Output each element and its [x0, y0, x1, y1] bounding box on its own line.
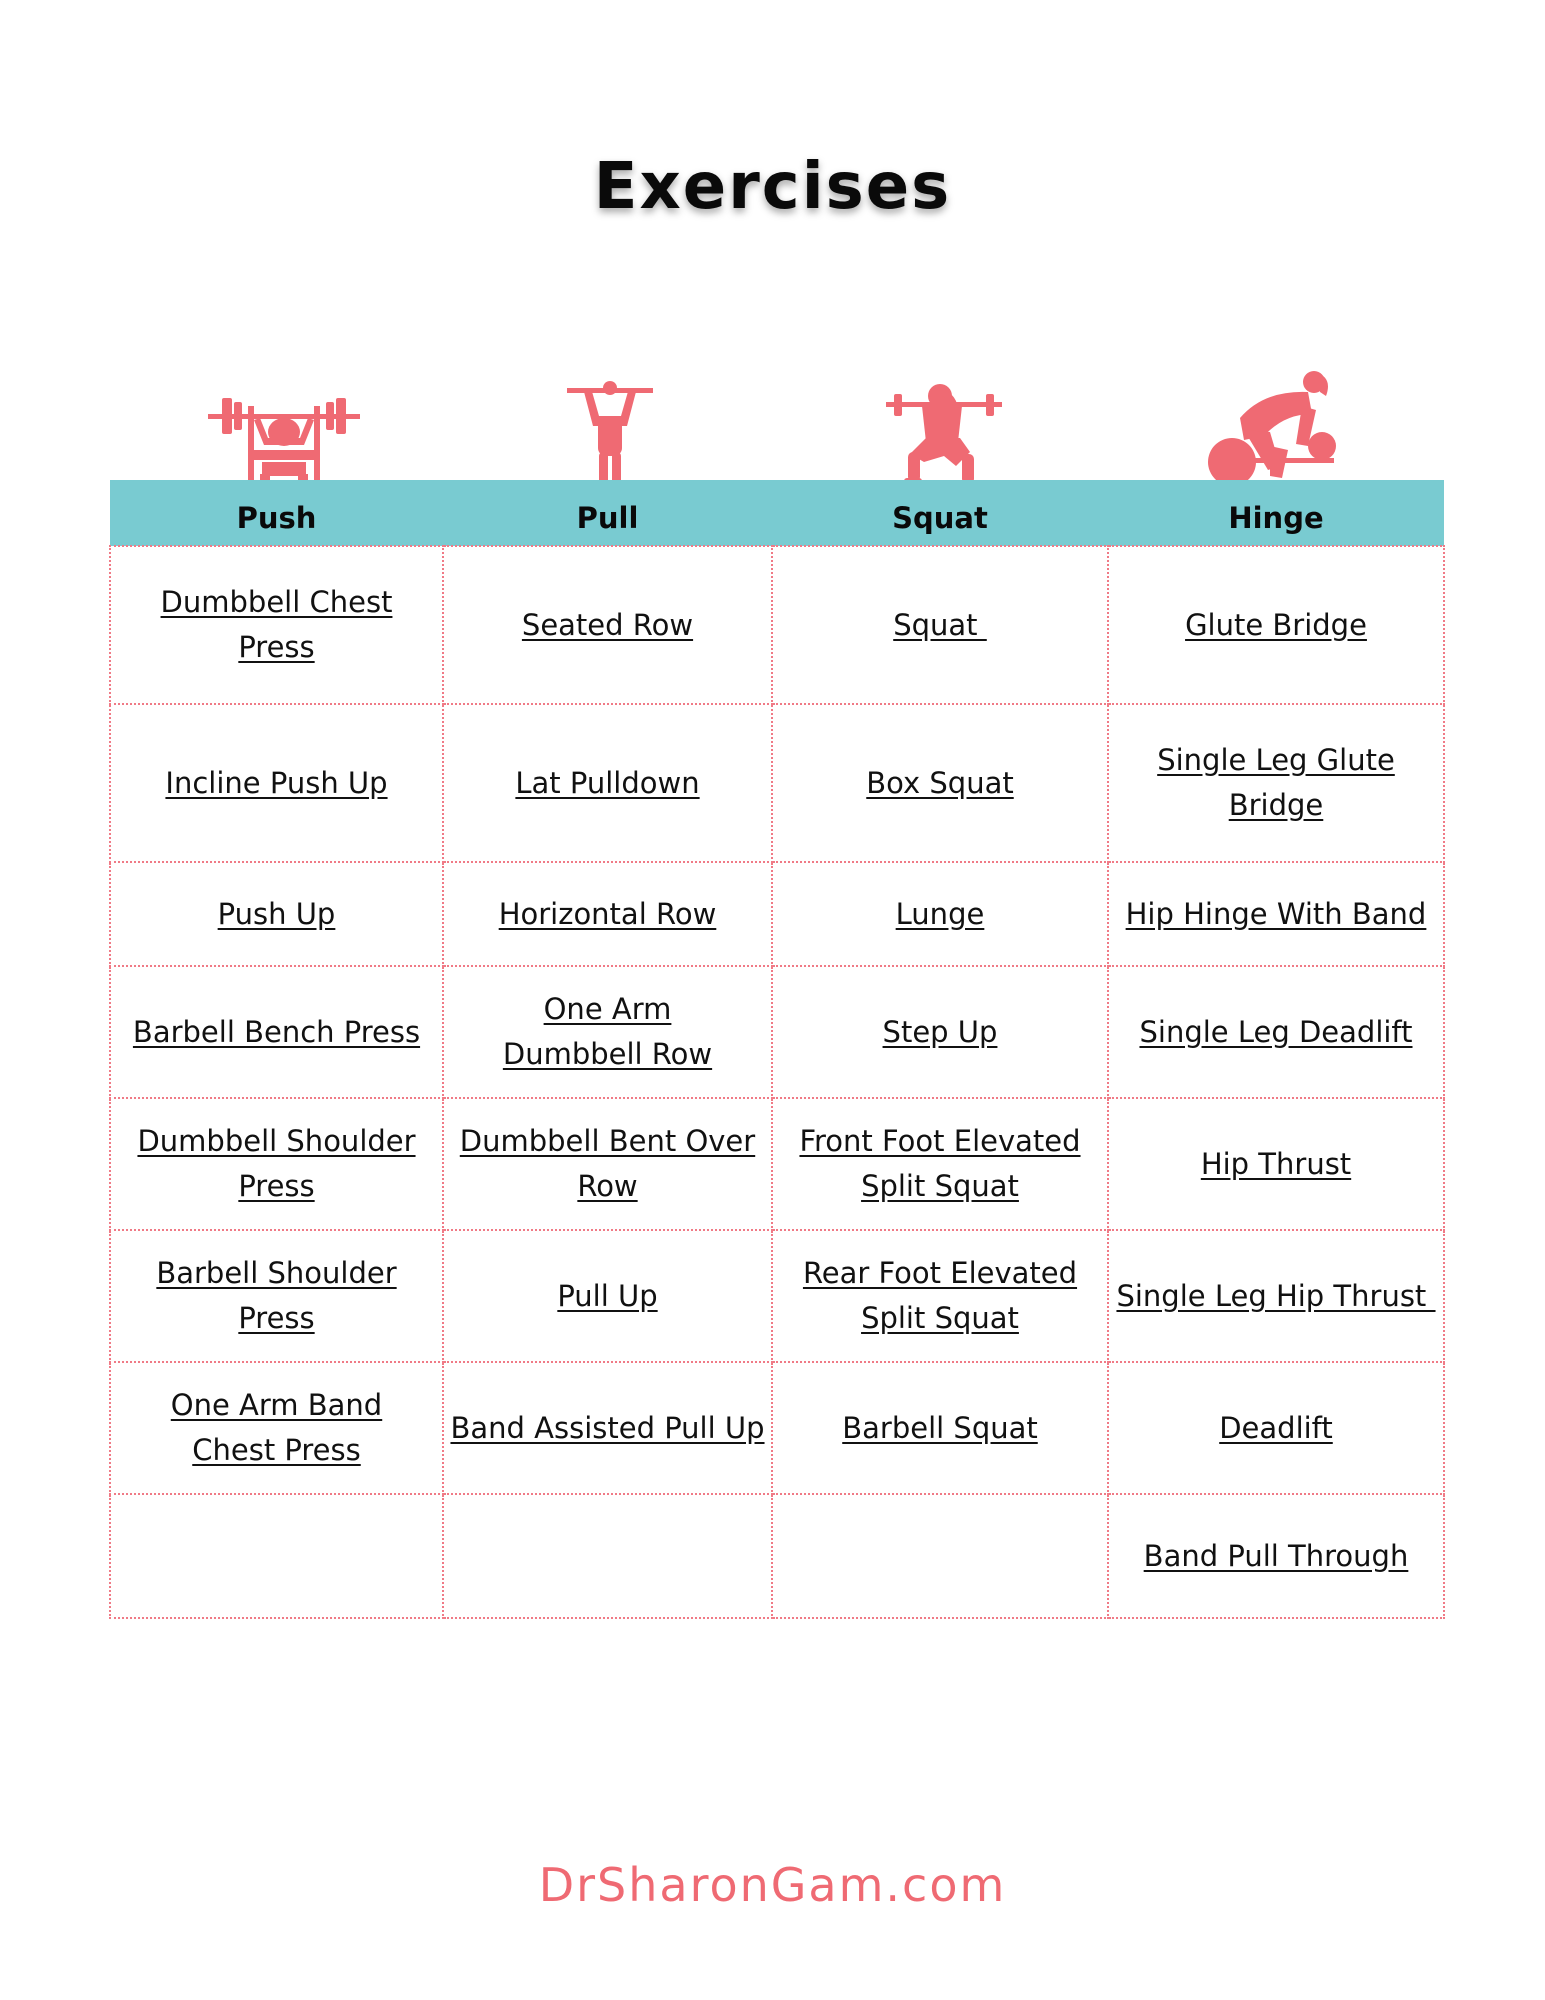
exercise-link[interactable]: Dumbbell Bent Over Row [459, 1124, 756, 1203]
table-row [110, 1494, 1444, 1618]
exercise-link[interactable]: Lat Pulldown [515, 765, 700, 800]
exercise-table [109, 480, 1445, 1619]
exercise-link[interactable]: Lunge [895, 896, 985, 931]
table-cell [443, 1494, 772, 1618]
table-cell [1108, 546, 1444, 704]
table-cell [772, 704, 1108, 862]
table-cell [443, 1362, 772, 1494]
column-header-squat: Squat [772, 480, 1108, 546]
table-cell [443, 546, 772, 704]
deadlift-icon [1204, 370, 1344, 492]
table-cell [1108, 862, 1444, 966]
exercise-link[interactable]: Single Leg Deadlift [1139, 1014, 1413, 1049]
table-row [110, 704, 1444, 862]
table-cell [1108, 704, 1444, 862]
exercise-link[interactable]: Dumbbell Shoulder Press [137, 1124, 416, 1203]
exercise-link[interactable]: Deadlift [1219, 1410, 1333, 1445]
exercise-link[interactable]: Single Leg Hip Thrust [1116, 1278, 1436, 1313]
table-cell [443, 1230, 772, 1362]
exercise-link[interactable]: Step Up [882, 1014, 998, 1049]
table-cell [772, 966, 1108, 1098]
table-cell [443, 966, 772, 1098]
table-cell [443, 704, 772, 862]
column-header-push: Push [110, 480, 443, 546]
page-title: Exercises [593, 150, 952, 224]
bench-press-icon [204, 370, 364, 492]
exercise-link[interactable]: Barbell Shoulder Press [156, 1256, 397, 1335]
exercise-link[interactable]: Seated Row [521, 607, 694, 642]
footer-website-link[interactable]: DrSharonGam.com [538, 1858, 1007, 1912]
table-cell [443, 862, 772, 966]
pull-up-icon [565, 370, 655, 492]
table-cell [772, 546, 1108, 704]
exercise-link[interactable]: Front Foot Elevated Split Squat [799, 1124, 1081, 1203]
table-cell [110, 546, 443, 704]
table-row [110, 1230, 1444, 1362]
table-row [110, 1362, 1444, 1494]
category-icons [109, 370, 1443, 492]
exercise-link[interactable]: Dumbbell Chest Press [160, 585, 393, 664]
exercise-link[interactable]: Barbell Squat [842, 1410, 1038, 1445]
table-cell [1108, 1362, 1444, 1494]
table-row [110, 1098, 1444, 1230]
table-cell [1108, 1494, 1444, 1618]
table-cell [772, 1494, 1108, 1618]
table-row [110, 862, 1444, 966]
exercise-link[interactable]: Glute Bridge [1185, 607, 1367, 642]
table-cell [1108, 966, 1444, 1098]
table-cell [110, 1098, 443, 1230]
table-cell [110, 1362, 443, 1494]
table-cell [772, 1230, 1108, 1362]
table-cell [110, 1494, 443, 1618]
exercise-link[interactable]: Push Up [217, 896, 336, 931]
exercise-link[interactable]: One Arm Dumbbell Row [502, 992, 713, 1071]
table-cell [110, 966, 443, 1098]
table-row [110, 546, 1444, 704]
exercise-link[interactable]: Single Leg Glute Bridge [1157, 743, 1395, 822]
table-cell [443, 1098, 772, 1230]
table-cell [1108, 1230, 1444, 1362]
exercise-link[interactable]: Squat [893, 607, 987, 642]
exercise-link[interactable]: Hip Hinge With Band [1125, 896, 1427, 931]
exercise-link[interactable]: Rear Foot Elevated Split Squat [802, 1256, 1078, 1335]
exercise-link[interactable]: One Arm Band Chest Press [170, 1388, 383, 1467]
exercise-link[interactable]: Band Pull Through [1143, 1538, 1409, 1573]
barbell-squat-icon [884, 370, 1004, 492]
table-cell [110, 1230, 443, 1362]
exercise-link[interactable]: Hip Thrust [1200, 1146, 1352, 1181]
column-header-pull: Pull [443, 480, 772, 546]
exercise-link[interactable]: Barbell Bench Press [132, 1014, 421, 1049]
table-cell [1108, 1098, 1444, 1230]
table-cell [772, 862, 1108, 966]
table-cell [772, 1098, 1108, 1230]
exercise-link[interactable]: Pull Up [557, 1278, 658, 1313]
table-header [110, 480, 1444, 546]
table-cell [772, 1362, 1108, 1494]
column-header-hinge: Hinge [1108, 480, 1444, 546]
table-row [110, 966, 1444, 1098]
exercise-link[interactable]: Box Squat [866, 765, 1014, 800]
exercise-link[interactable]: Band Assisted Pull Up [450, 1410, 765, 1445]
table-cell [110, 704, 443, 862]
exercise-link[interactable]: Horizontal Row [498, 896, 717, 931]
table-cell [110, 862, 443, 966]
exercise-link[interactable]: Incline Push Up [165, 765, 388, 800]
